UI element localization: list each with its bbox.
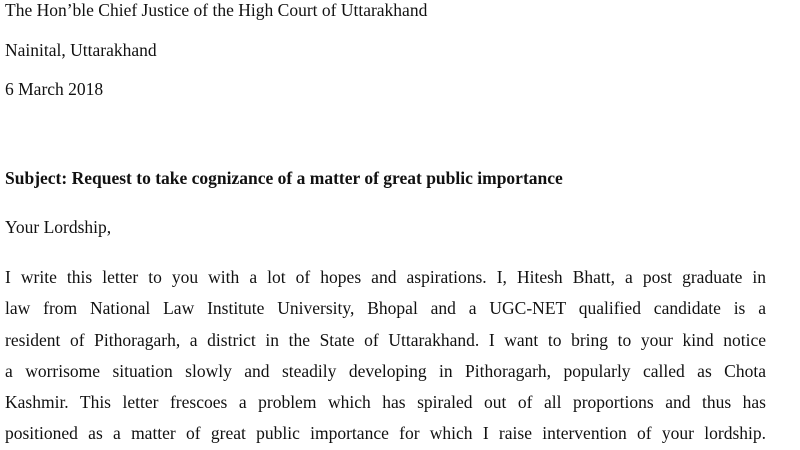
body-line: resident of Pithoragarh, a district in the State of Uttarakhand. I want to bring to your kind notice [5, 329, 766, 350]
body-line: I write this letter to you with a lot of hopes and aspirations. I, Hitesh Bhatt, a post graduate in [5, 267, 766, 287]
body-line: law from National Law Institute University, Bhopal and a UGC-NET qualified candidate is a [5, 298, 766, 319]
letter-subject: Subject: Request to take cognizance of a matter of great public importance [5, 168, 563, 188]
body-line: Kashmir. This letter frescoes a problem which has spiraled out of all proportions and thus has [5, 392, 766, 413]
letter-date: 6 March 2018 [5, 79, 104, 99]
salutation: Your Lordship, [5, 217, 112, 237]
body-line: positioned as a matter of great public importance for which I raise intervention of your lordship. [5, 423, 766, 444]
recipient-title: The Hon’ble Chief Justice of the High Court of Uttarakhand [5, 0, 428, 20]
recipient-location: Nainital, Uttarakhand [5, 40, 157, 60]
body-paragraph [5, 262, 766, 450]
body-line: a worrisome situation slowly and steadily developing in Pithoragarh, popularly called as Chota [5, 360, 766, 381]
